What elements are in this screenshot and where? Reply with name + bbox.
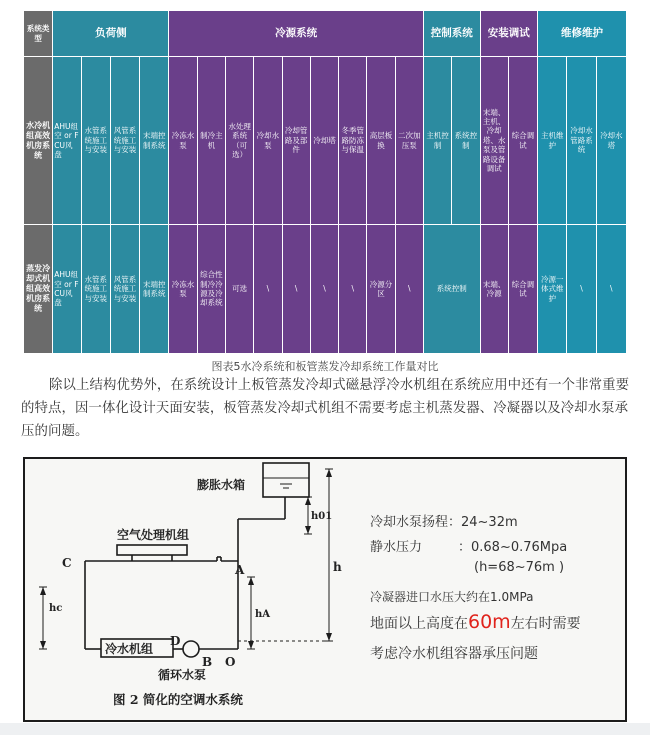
height-note xyxy=(370,611,581,633)
table-cell: 冷却水塔 xyxy=(596,57,626,225)
figure-caption: 图 2 简化的空调水系统 xyxy=(113,692,243,707)
static-pressure-value: ：0.68~0.76Mpa xyxy=(458,540,568,555)
body-paragraph xyxy=(21,374,631,443)
table-cell: 可选 xyxy=(225,225,253,354)
note-prefix: 地面以上高度在 xyxy=(370,616,468,632)
table-cell: \ xyxy=(254,225,282,354)
table-cell: 冷冻水泵 xyxy=(169,57,197,225)
paragraph-text: 除以上结构优势外，在系统设计上板管蒸发冷却式磁悬浮冷水机组在系统应用中还有一个非常重要的特点，因一体化设计天面安装，板管蒸发冷却式机组不需要考虑主机蒸发器、冷凝器以及冷却水泵承压的问题。 xyxy=(21,378,630,439)
height-note-line2: 考虑冷水机组容器承压问题 xyxy=(370,646,538,662)
point-b-label: B xyxy=(202,655,213,669)
table-cell: 末端控制系统 xyxy=(140,225,169,354)
table-cell: 制冷主机 xyxy=(197,57,225,225)
table-cell: 冷却水泵 xyxy=(254,57,282,225)
table-cell: 风管系统施工与安装 xyxy=(110,57,139,225)
note-suffix: 左右时需要 xyxy=(510,616,581,632)
table-cell: 综合调试 xyxy=(508,225,537,354)
table-cell: 系统控制 xyxy=(423,225,480,354)
header-installation: 安装调试 xyxy=(480,11,538,57)
pump-shape xyxy=(183,641,199,657)
point-d-label: D xyxy=(170,634,181,648)
chiller-label: 冷水机组 xyxy=(105,642,154,656)
table-cell: 末端、冷源 xyxy=(480,225,508,354)
table-cell: \ xyxy=(310,225,338,354)
table-cell: 水处理系统（可选） xyxy=(225,57,253,225)
table-cell: \ xyxy=(395,225,423,354)
ahu-label: 空气处理机组 xyxy=(117,528,190,542)
point-a-label: A xyxy=(235,563,245,577)
point-c-label: C xyxy=(62,556,72,570)
expansion-tank-shape xyxy=(263,463,309,497)
table-row xyxy=(24,57,627,225)
h-label: h xyxy=(333,560,342,574)
static-h-range: (h=68~76m ) xyxy=(474,560,565,575)
table-row xyxy=(24,225,627,354)
table-caption: 图表5水冷系统和板管蒸发冷却系统工作量对比 xyxy=(211,360,439,373)
table-cell: 冷源一体式维护 xyxy=(538,225,567,354)
table-cell: 冷却塔 xyxy=(310,57,338,225)
page-bottom-strip xyxy=(0,723,650,735)
table-cell: 水管系统施工与安装 xyxy=(81,57,110,225)
table-cell: \ xyxy=(596,225,626,354)
note-highlight: 60m xyxy=(468,611,511,633)
table-cell: 高层板换 xyxy=(367,57,395,225)
table-cell: 主机维护 xyxy=(538,57,567,225)
condenser-inlet-text: 冷凝器进口水压大约在1.0MPa xyxy=(370,590,534,604)
table-cell: 系统控制 xyxy=(452,57,480,225)
table-cell: 风管系统施工与安装 xyxy=(110,225,139,354)
header-cold-source: 冷源系统 xyxy=(169,11,424,57)
water-system-figure xyxy=(23,457,627,722)
table-cell: 末端、主机、冷却塔、水泵及管路设备调试 xyxy=(480,57,508,225)
comparison-table xyxy=(23,10,627,354)
row-label-water-cooled: 水冷机组高效机房系统 xyxy=(24,57,53,225)
pump-head-text: 冷却水泵扬程：24~32m xyxy=(370,515,518,530)
table-cell: \ xyxy=(339,225,367,354)
table-cell: \ xyxy=(567,225,596,354)
table-cell: 冷却管路及部件 xyxy=(282,57,310,225)
row-label-evaporative: 蒸发冷却式机组高效机房系统 xyxy=(24,225,53,354)
table-cell: 冷源分区 xyxy=(367,225,395,354)
table-cell: 水管系统施工与安装 xyxy=(81,225,110,354)
h01-label: h01 xyxy=(311,511,333,522)
header-load-side: 负荷侧 xyxy=(53,11,169,57)
tank-label: 膨胀水箱 xyxy=(197,478,246,492)
table-cell: 综合调试 xyxy=(508,57,537,225)
ha-label: hA xyxy=(255,609,271,620)
table-cell: \ xyxy=(282,225,310,354)
table-cell: 冷却水管路系统 xyxy=(567,57,596,225)
table-cell: 综合性制冷冷源及冷却系统 xyxy=(197,225,225,354)
header-system-type: 系统类型 xyxy=(24,11,53,57)
table-cell: 冬季管路防冻与保温 xyxy=(339,57,367,225)
table-cell: 主机控制 xyxy=(423,57,451,225)
table-cell: 末端控制系统 xyxy=(140,57,169,225)
table-cell: 冷冻水泵 xyxy=(169,225,197,354)
header-maintenance: 维修维护 xyxy=(538,11,627,57)
table-header-row xyxy=(24,11,627,57)
hc-label: hc xyxy=(49,603,63,614)
point-o-label: O xyxy=(225,655,236,669)
static-pressure-label: 静水压力 xyxy=(370,540,423,555)
table-cell: 二次加压泵 xyxy=(395,57,423,225)
pump-label: 循环水泵 xyxy=(158,668,207,682)
table-cell: AHU组空 or FCU风盘 xyxy=(53,225,81,354)
ahu-shape xyxy=(117,545,187,555)
table-cell: AHU组空 or FCU风盘 xyxy=(53,57,81,225)
header-control: 控制系统 xyxy=(423,11,480,57)
water-system-diagram xyxy=(25,459,625,720)
